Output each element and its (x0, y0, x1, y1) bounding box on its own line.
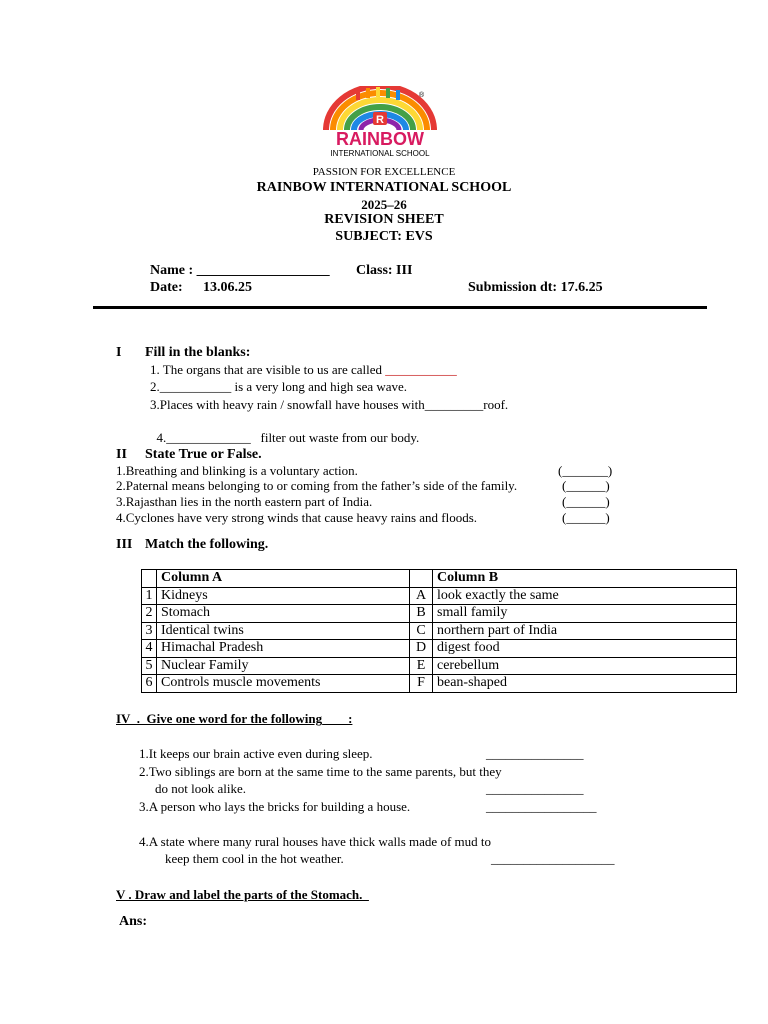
fill-item-text: ___________ is a very long and high sea wave. (159, 379, 408, 394)
row-letter: E (410, 657, 433, 675)
school-name: RAINBOW INTERNATIONAL SCHOOL (256, 180, 512, 195)
oneword-item-4: 4.A state where many rural houses have thick walls made of mud to (139, 834, 491, 849)
fill-item-3 (150, 397, 508, 413)
row-number: 2 (142, 605, 157, 623)
column-a-cell: Identical twins (157, 622, 410, 640)
tf-answer-box-4: (______) (562, 510, 610, 525)
column-a-cell: Stomach (157, 605, 410, 623)
oneword-blank-3: _________________ (486, 799, 597, 814)
fill-item-text: _____________ filter out waste from our body. (166, 430, 420, 445)
name-field: Name : ___________________ (150, 263, 330, 278)
section-2-number: II (116, 447, 127, 462)
column-a-cell: Nuclear Family (157, 657, 410, 675)
logo-brand: RAINBOW (336, 129, 424, 149)
match-header-row (142, 570, 737, 588)
fill-item-text: Places with heavy rain / snowfall have houses with_________roof. (159, 397, 509, 412)
oneword-item-2: 2.Two siblings are born at the same time to the same parents, but they (139, 764, 502, 779)
fill-item-2 (150, 379, 407, 395)
school-logo (318, 86, 443, 158)
column-b-cell: cerebellum (433, 657, 737, 675)
logo-monogram: R (376, 114, 384, 126)
column-a-cell: Himachal Pradesh (157, 640, 410, 658)
oneword-item-3: 3.A person who lays the bricks for building a house. (139, 799, 411, 814)
academic-year: 2025–26 (361, 197, 407, 212)
row-number: 5 (142, 657, 157, 675)
row-number: 1 (142, 587, 157, 605)
row-letter: A (410, 587, 433, 605)
tf-item-2: 2.Paternal means belonging to or coming from the father’s side of the family. (116, 478, 518, 493)
column-a-header: Column A (157, 570, 410, 588)
header-num-cell (142, 570, 157, 588)
fill-blank: ___________ (385, 362, 457, 377)
section-4-title: IV . Give one word for the following____: (116, 711, 353, 726)
table-row (142, 587, 737, 605)
column-b-cell: digest food (433, 640, 737, 658)
section-5-title: V . Draw and label the parts of the Stomach. (116, 887, 369, 902)
tf-answer-box-2: (______) (562, 478, 610, 493)
column-a-cell: Controls muscle movements (157, 675, 410, 693)
column-b-cell: look exactly the same (433, 587, 737, 605)
row-number: 6 (142, 675, 157, 693)
row-number: 3 (142, 622, 157, 640)
fill-item-number: 1. (150, 362, 160, 377)
fill-item-4 (150, 414, 419, 446)
section-2-title: State True or False. (145, 447, 262, 462)
submission-date: Submission dt: 17.6.25 (468, 280, 603, 295)
header-letter-cell (410, 570, 433, 588)
table-row (142, 605, 737, 623)
column-b-cell: northern part of India (433, 622, 737, 640)
column-b-cell: small family (433, 605, 737, 623)
sheet-title: REVISION SHEET (324, 212, 444, 227)
logo-registered: ® (419, 92, 425, 99)
oneword-item-4-cont: keep them cool in the hot weather. (165, 851, 344, 866)
row-letter: D (410, 640, 433, 658)
fill-item-text: The organs that are visible to us are called (159, 362, 386, 377)
tf-item-4: 4.Cyclones have very strong winds that cause heavy rains and floods. (116, 510, 478, 525)
tf-answer-box-1: (_______) (558, 463, 613, 478)
section-3-number: III (116, 537, 133, 552)
fill-item-number: 2. (150, 379, 160, 394)
column-b-header: Column B (433, 570, 737, 588)
oneword-item-1: 1.It keeps our brain active even during sleep. (139, 746, 373, 761)
section-1-number: I (116, 345, 122, 360)
oneword-blank-4: ___________________ (491, 851, 615, 866)
row-number: 4 (142, 640, 157, 658)
oneword-item-2-cont: do not look alike. (155, 781, 246, 796)
column-b-cell: bean-shaped (433, 675, 737, 693)
table-row (142, 675, 737, 693)
date-value: 13.06.25 (203, 280, 252, 295)
fill-item-number: 3. (150, 397, 160, 412)
match-table (141, 569, 737, 693)
fill-item-number: 4. (156, 430, 167, 445)
header-divider (93, 306, 707, 309)
subject-title: SUBJECT: EVS (335, 229, 433, 244)
table-row (142, 657, 737, 675)
tf-item-3: 3.Rajasthan lies in the north eastern part of India. (116, 494, 373, 509)
oneword-blank-2: _______________ (486, 781, 584, 796)
section-3-title: Match the following. (145, 537, 269, 552)
answer-label: Ans: (119, 914, 148, 929)
table-row (142, 622, 737, 640)
tagline: PASSION FOR EXCELLENCE (312, 166, 456, 178)
row-letter: F (410, 675, 433, 693)
logo-subtitle: INTERNATIONAL SCHOOL (330, 149, 430, 158)
date-label: Date: (150, 280, 183, 295)
section-1-title: Fill in the blanks: (145, 345, 251, 360)
row-letter: C (410, 622, 433, 640)
row-letter: B (410, 605, 433, 623)
class-field: Class: III (356, 263, 413, 278)
tf-answer-box-3: (______) (562, 494, 610, 509)
column-a-cell: Kidneys (157, 587, 410, 605)
fill-item-1 (150, 362, 457, 378)
oneword-blank-1: _______________ (486, 746, 584, 761)
table-row (142, 640, 737, 658)
tf-item-1: 1.Breathing and blinking is a voluntary action. (116, 463, 358, 478)
